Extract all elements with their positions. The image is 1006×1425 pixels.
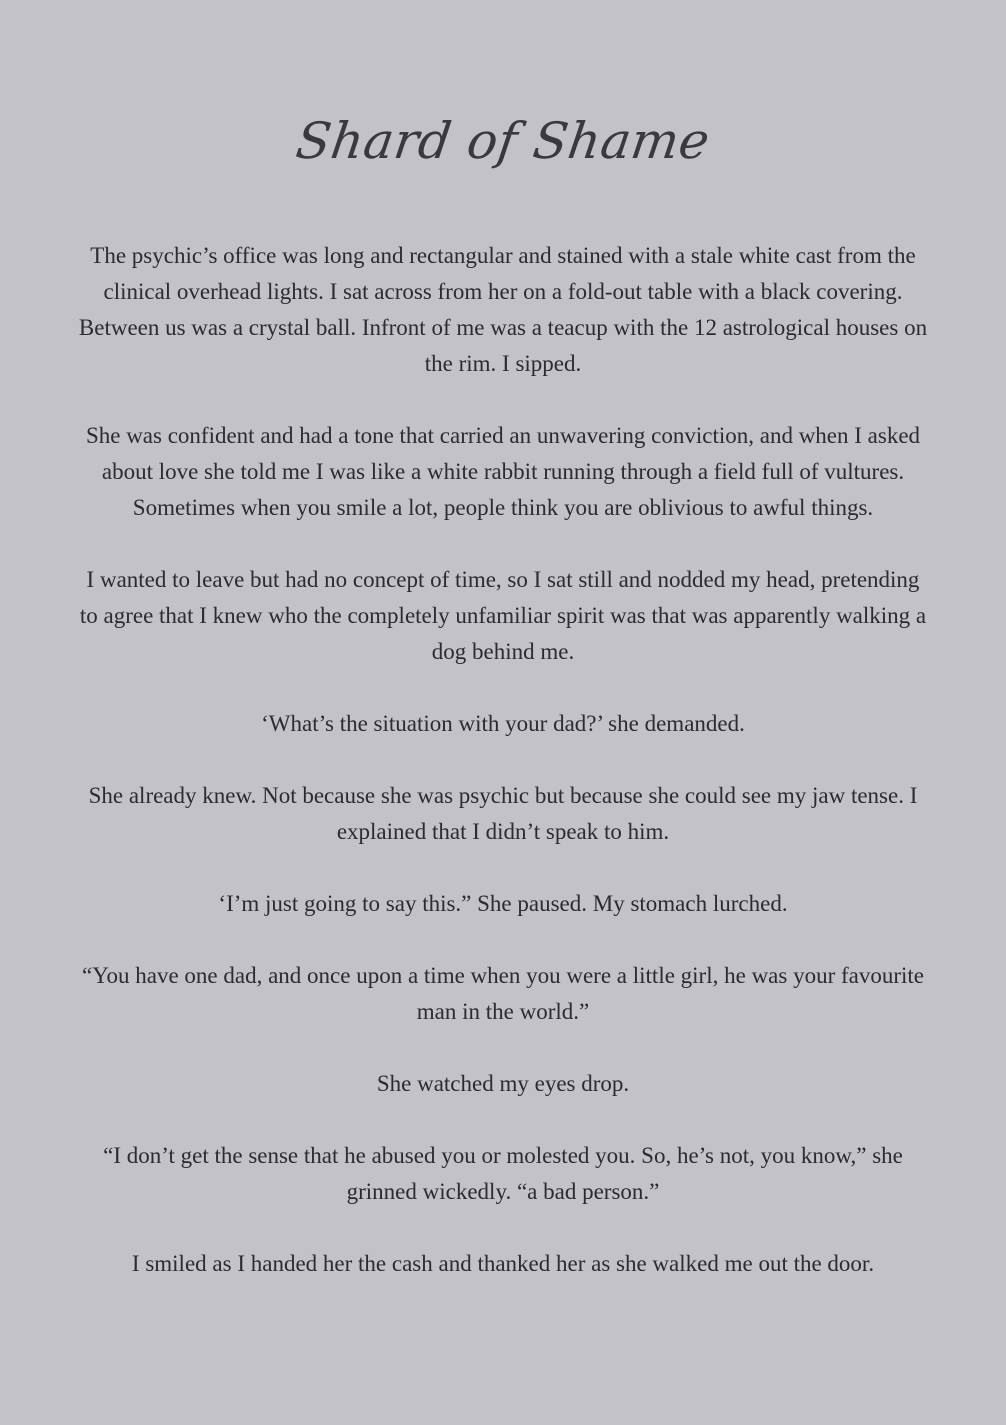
paragraph-4: ‘What’s the situation with your dad?’ she demanded.	[261, 711, 745, 736]
paragraph-9: “I don’t get the sense that he abused you or molested you. So, he’s not, you know,” she grinned wickedly. “a bad person.”	[103, 1143, 903, 1204]
paragraph-5: She already knew. Not because she was psychic but because she could see my jaw tense. I explained that I didn’t speak to him.	[88, 783, 918, 844]
paragraph-1: The psychic’s office was long and rectangular and stained with a stale white cast from the clinical overhead lights. I sat across from her on a fold-out table with a black covering. Between us was a crystal ball. Infront of me was a teacup with the 12 astrological houses on the rim. I sipped.	[78, 243, 928, 376]
paragraph-3: I wanted to leave but had no concept of time, so I sat still and nodded my head, pretending to agree that I knew who the completely unfamiliar spirit was that was apparently walking a dog behind me.	[79, 567, 927, 664]
paragraph-2: She was confident and had a tone that carried an unwavering conviction, and when I asked about love she told me I was like a white rabbit running through a field full of vultures. Sometimes when you smile a lot, people think you are oblivious to awful things.	[85, 423, 921, 520]
paragraph-8: She watched my eyes drop.	[376, 1071, 630, 1096]
paragraph-6: ‘I’m just going to say this.” She paused. My stomach lurched.	[218, 891, 788, 916]
document-body	[76, 238, 930, 1282]
document-title: Shard of Shame	[292, 112, 714, 170]
paragraph-10: I smiled as I handed her the cash and thanked her as she walked me out the door.	[131, 1251, 875, 1276]
paragraph-7: “You have one dad, and once upon a time when you were a little girl, he was your favourite man in the world.”	[81, 963, 925, 1024]
